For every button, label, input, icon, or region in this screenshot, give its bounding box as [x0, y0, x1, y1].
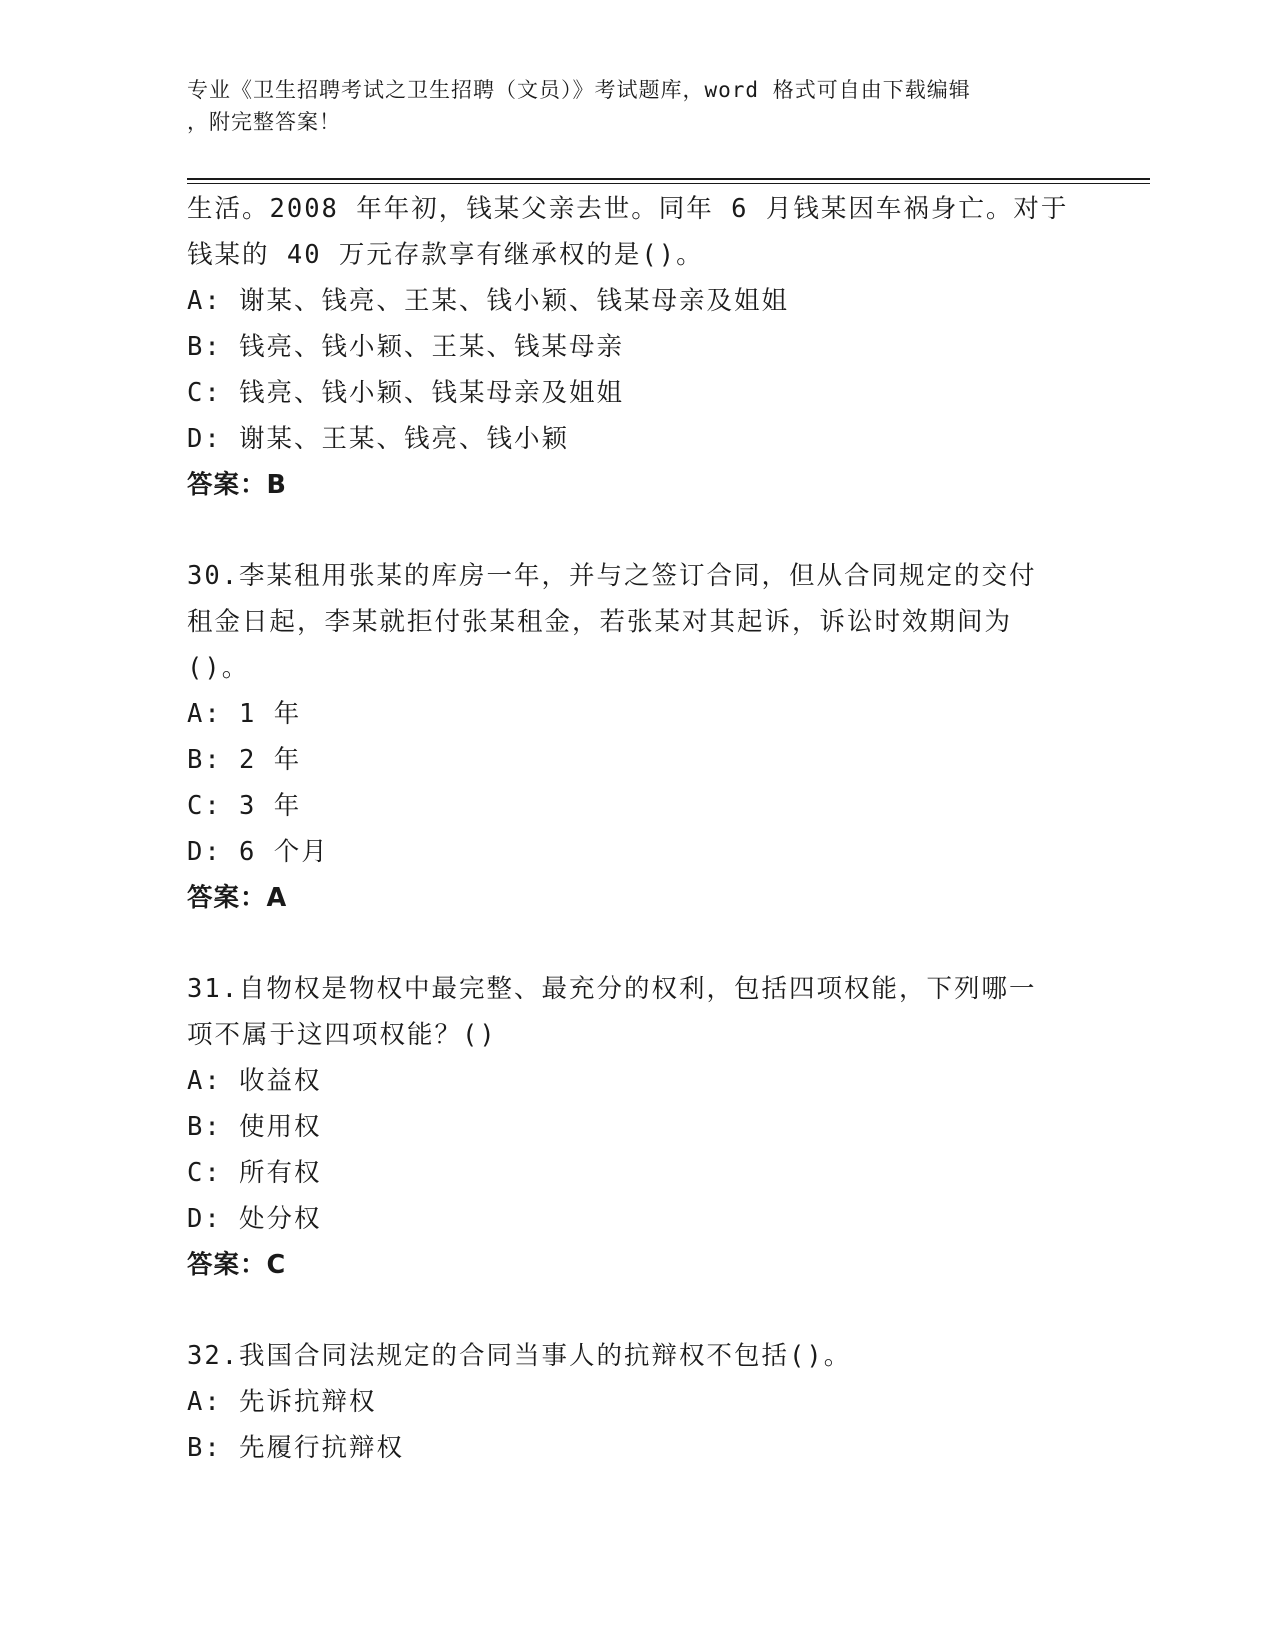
- option-b: B: 先履行抗辩权: [187, 1433, 405, 1463]
- question-text: 项不属于这四项权能？(): [187, 1020, 497, 1050]
- option-a: A: 收益权: [187, 1066, 322, 1096]
- spacer: [187, 1288, 1087, 1333]
- question-text: ()。: [187, 653, 250, 683]
- header-line-1: 专业《卫生招聘考试之卫生招聘（文员）》考试题库，word 格式可自由下载编辑: [187, 78, 971, 102]
- question-block: [187, 186, 1087, 508]
- question-text: 30.李某租用张某的库房一年，并与之签订合同，但从合同规定的交付: [187, 561, 1037, 591]
- header-divider-thick: [187, 178, 1150, 180]
- option-a: A: 谢某、钱亮、王某、钱小颖、钱某母亲及姐姐: [187, 286, 790, 316]
- page-header: [187, 74, 1067, 138]
- question-block: [187, 966, 1087, 1288]
- question-text: 生活。2008 年年初，钱某父亲去世。同年 6 月钱某因车祸身亡。对于: [187, 194, 1069, 224]
- option-c: C: 钱亮、钱小颖、钱某母亲及姐姐: [187, 378, 625, 408]
- answer: 答案：C: [187, 1250, 287, 1280]
- option-d: D: 6 个月: [187, 837, 329, 867]
- question-text: 钱某的 40 万元存款享有继承权的是()。: [187, 240, 704, 270]
- option-a: A: 1 年: [187, 699, 302, 729]
- question-block: [187, 1333, 1087, 1471]
- question-text: 31.自物权是物权中最完整、最充分的权利，包括四项权能，下列哪一: [187, 974, 1037, 1004]
- header-line-2: ，附完整答案！: [187, 110, 341, 134]
- header-divider-thin: [187, 183, 1150, 184]
- option-b: B: 2 年: [187, 745, 302, 775]
- option-d: D: 谢某、王某、钱亮、钱小颖: [187, 424, 570, 454]
- option-b: B: 钱亮、钱小颖、王某、钱某母亲: [187, 332, 625, 362]
- question-list: [187, 186, 1087, 1471]
- question-text: 32.我国合同法规定的合同当事人的抗辩权不包括()。: [187, 1341, 852, 1371]
- spacer: [187, 508, 1087, 553]
- answer: 答案：B: [187, 470, 287, 500]
- option-d: D: 处分权: [187, 1204, 322, 1234]
- option-a: A: 先诉抗辩权: [187, 1387, 377, 1417]
- question-block: [187, 553, 1087, 921]
- option-c: C: 3 年: [187, 791, 302, 821]
- spacer: [187, 921, 1087, 966]
- option-b: B: 使用权: [187, 1112, 322, 1142]
- answer: 答案：A: [187, 883, 288, 913]
- question-text: 租金日起，李某就拒付张某租金，若张某对其起诉，诉讼时效期间为: [187, 607, 1013, 637]
- option-c: C: 所有权: [187, 1158, 322, 1188]
